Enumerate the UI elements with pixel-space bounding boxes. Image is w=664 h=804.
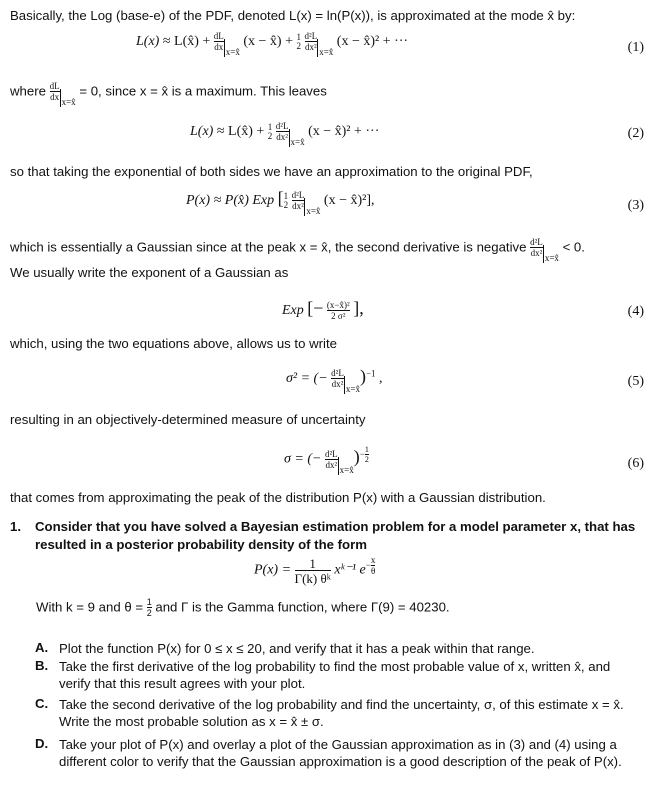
eq1-term2: (x − x̂)² + ··· bbox=[336, 34, 409, 50]
eq4-open: [− bbox=[307, 298, 324, 318]
where-eval-point: x=x̂ bbox=[60, 89, 76, 107]
part-a-text: Plot the function P(x) for 0 ≤ x ≤ 20, and verify that it has a peak within that range. bbox=[59, 641, 535, 656]
where-line bbox=[10, 82, 327, 107]
pdf-lhs: P(x) = bbox=[254, 562, 292, 578]
equation-1 bbox=[136, 32, 408, 57]
eq5-eval-point: x=x̂ bbox=[344, 376, 360, 394]
pdf-normalization: $\frac{1}{\text{Γ(k) θᵏ}}$ bbox=[294, 555, 331, 586]
gaussian-line bbox=[10, 238, 585, 263]
eq3-half: 1 2 bbox=[283, 190, 289, 210]
eq2-rhs: ≈ L(x̂) + bbox=[216, 124, 265, 140]
eq6-power: − 1 2 bbox=[359, 445, 369, 464]
equation-4 bbox=[282, 298, 364, 321]
part-c-label: C. bbox=[35, 696, 49, 711]
eq5-second-derivative: $\frac{\text{d²L}}{\text{dx²}}$ bbox=[331, 367, 344, 389]
eq3-rhs: ≈ P(x̂) Exp bbox=[213, 193, 275, 208]
eq6-lhs: σ = (− bbox=[284, 451, 322, 467]
eq1-rhs-a: ≈ L(x̂) + bbox=[162, 34, 211, 50]
part-c-text: Take the second derivative of the log probability and find the uncertainty, σ, of this estimate x = x̂. Write the most probable solution as x = x̂ ± σ. bbox=[59, 697, 624, 729]
eq1-term1: (x − x̂) + bbox=[243, 34, 293, 50]
eq3-term: (x − x̂)²], bbox=[323, 193, 375, 208]
equation-3: P(x) ≈ P(x̂) Exp [ 1 2 $\frac{\text{d²L}}{\text{dx²}}$ $_{x=x̂}$ (x − x̂)²], bbox=[186, 188, 375, 216]
where-rest: = 0, since x = x̂ is a maximum. This leaves bbox=[79, 83, 327, 99]
eq1-eval-point-2: x=x̂ bbox=[317, 39, 333, 57]
eq1-lhs: L(x) bbox=[136, 34, 160, 50]
eq2-half: 1 2 bbox=[267, 122, 273, 141]
eq2-second-derivative: $\frac{\text{d²L}}{\text{dx²}}$ bbox=[275, 121, 289, 142]
pdf-exponent: − x θ bbox=[365, 555, 376, 576]
equation-2-number: (2) bbox=[627, 126, 644, 141]
part-b-label: B. bbox=[35, 658, 49, 673]
pdf-formula bbox=[254, 556, 375, 585]
equation-5-number: (5) bbox=[627, 374, 644, 389]
text-after-eq2: so that taking the exponential of both sides we have an approximation to the original PDF, bbox=[10, 164, 533, 179]
question-text: Consider that you have solved a Bayesian estimation problem for a model parameter x, that has resulted in a posterior probability density of the form bbox=[35, 519, 636, 552]
eq1-first-derivative: $\frac{dL}{dx}$ bbox=[213, 31, 224, 52]
eq1-eval-point: x=x̂ bbox=[224, 39, 240, 57]
text-after-eq6: that comes from approximating the peak of the distribution P(x) with a Gaussian distribution. bbox=[10, 490, 546, 505]
part-d-text: Take your plot of P(x) and overlay a plot of the Gaussian approximation as in (3) and (4) using a different color to verify that the Gaussian approximation is a good description of the peak of P(x). bbox=[59, 737, 622, 769]
eq6-second-derivative: $\frac{\text{d²L}}{\text{dx²}}$ bbox=[324, 448, 338, 470]
eq6-eval-point: x=x̂ bbox=[338, 457, 354, 475]
params-text-b: and Γ is the Gamma function, where Γ(9) = 40230. bbox=[155, 599, 450, 615]
equation-6-number: (6) bbox=[627, 456, 644, 471]
where-label: where bbox=[10, 83, 46, 99]
params-text-a: With k = 9 and θ = bbox=[36, 599, 144, 615]
eq2-eval-point: x=x̂ bbox=[289, 129, 305, 147]
part-b-text: Take the first derivative of the log probability to find the most probable value of x, written x̂, and verify that this result agrees with your plot. bbox=[59, 659, 611, 691]
equation-4-number: (4) bbox=[627, 304, 644, 319]
part-d-label: D. bbox=[35, 736, 49, 751]
params-half: $\frac{1}{2}$ bbox=[146, 597, 152, 618]
eq3-lhs: P(x) bbox=[186, 193, 211, 208]
text-after-eq4: which, using the two equations above, allows us to write bbox=[10, 336, 337, 351]
eq4-close: ], bbox=[353, 298, 364, 318]
equation-1-number: (1) bbox=[627, 40, 644, 55]
text-after-eq5: resulting in an objectively-determined measure of uncertainty bbox=[10, 412, 366, 427]
pdf-rhs: xᵏ⁻¹ e bbox=[334, 562, 366, 578]
eq3-eval-point: x=x̂ bbox=[304, 198, 320, 216]
gaussian-eval-point: x=x̂ bbox=[543, 245, 559, 263]
eq4-fraction: $\frac{\text{(x−x̂)²}}{\text{2 σ²}}$ bbox=[326, 299, 350, 321]
equation-6 bbox=[284, 446, 369, 475]
part-a-label: A. bbox=[35, 640, 49, 655]
eq3-second-derivative: $\frac{\text{d²L}}{\text{dx²}}$ bbox=[291, 189, 305, 211]
params-line bbox=[36, 598, 450, 618]
eq5-close: ) bbox=[359, 366, 366, 386]
eq1-second-derivative: $\frac{\text{d²L}}{\text{dx²}}$ bbox=[304, 31, 318, 52]
equation-2 bbox=[190, 122, 379, 147]
intro-text: Basically, the Log (base-e) of the PDF, denoted L(x) = ln(P(x)), is approximated at the mode x̂ by: bbox=[10, 8, 576, 23]
gaussian-line-2: We usually write the exponent of a Gaussian as bbox=[10, 265, 289, 280]
gaussian-text: which is essentially a Gaussian since at the peak x = x̂, the second derivative is negative bbox=[10, 239, 527, 255]
eq5-lhs: σ² = (− bbox=[286, 371, 328, 386]
gaussian-derivative: $\frac{\text{d²L}}{\text{dx²}}$ bbox=[530, 237, 543, 258]
eq6-close: ) bbox=[353, 446, 360, 467]
equation-3-number: (3) bbox=[627, 198, 644, 213]
eq2-lhs: L(x) bbox=[190, 124, 214, 140]
eq5-comma: , bbox=[379, 371, 383, 386]
eq4-exp: Exp bbox=[282, 303, 304, 318]
where-derivative: $\frac{dL}{dx}$ bbox=[49, 81, 60, 102]
eq5-power: −1 bbox=[365, 368, 376, 379]
gaussian-less-than: < 0. bbox=[562, 239, 585, 255]
question-number: 1. bbox=[10, 519, 21, 534]
equation-5 bbox=[286, 366, 383, 394]
eq2-term: (x − x̂)² + ··· bbox=[308, 124, 380, 140]
eq1-half: 1 2 bbox=[296, 32, 301, 51]
